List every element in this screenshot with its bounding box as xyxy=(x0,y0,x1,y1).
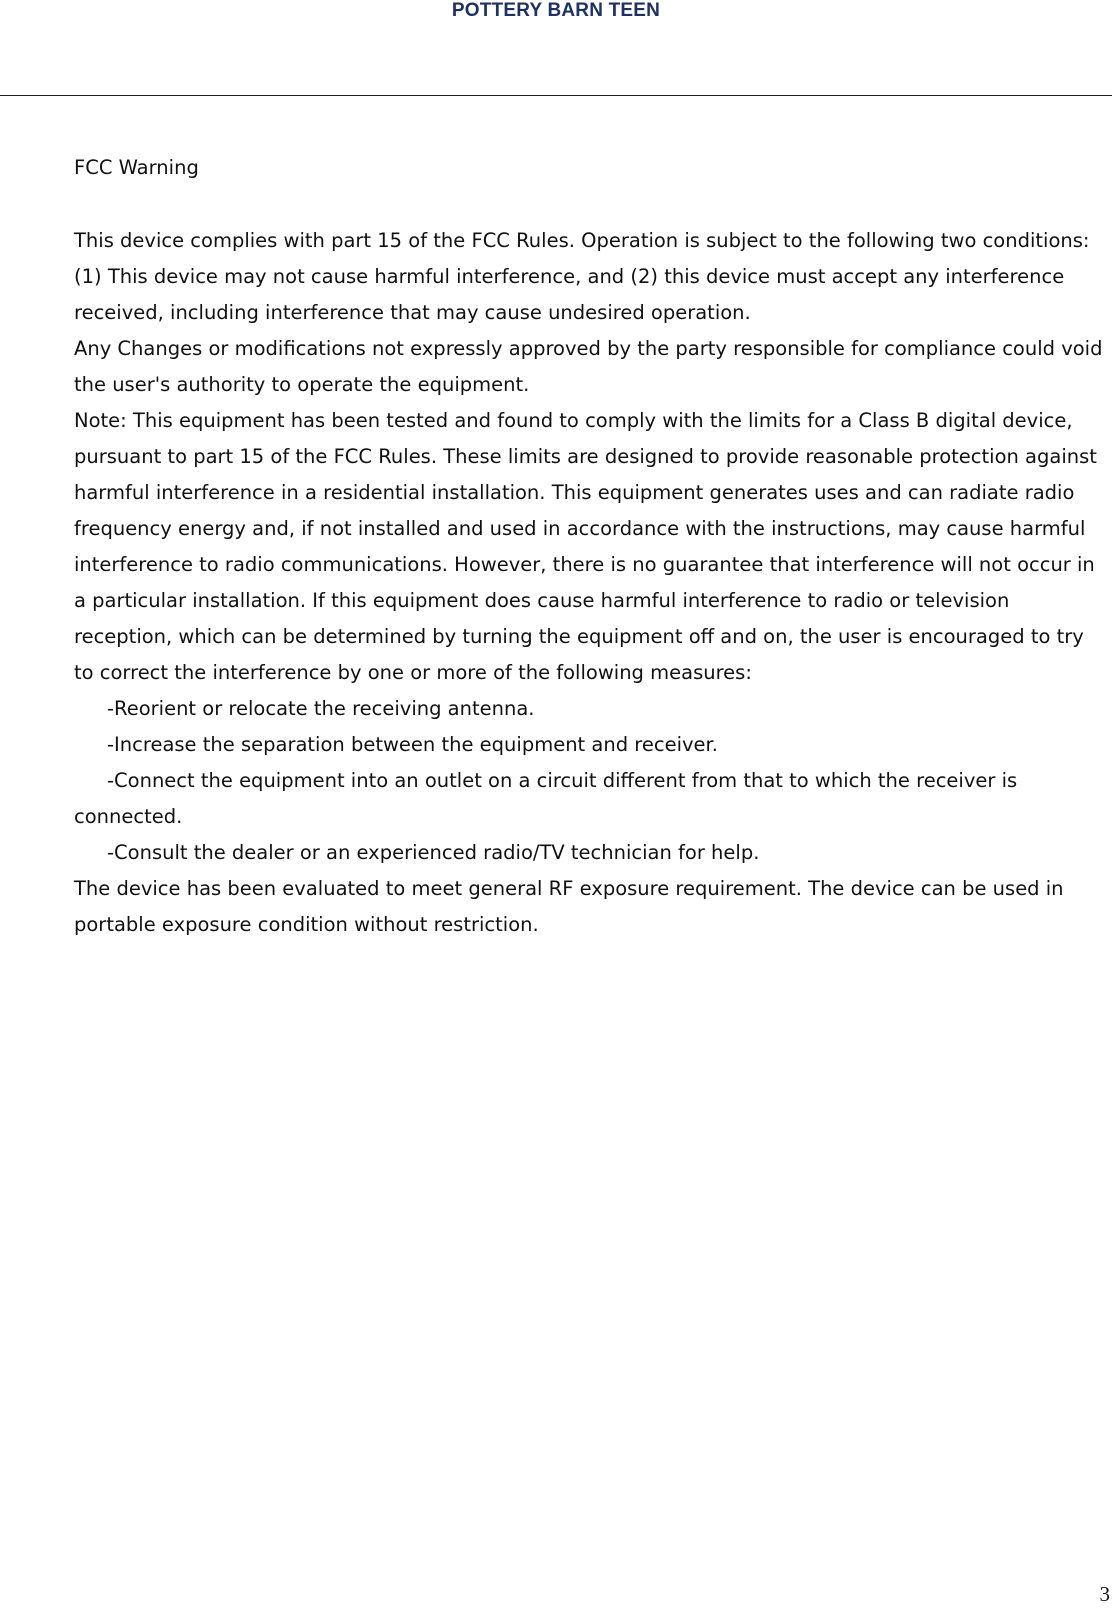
paragraph-rf-exposure: The device has been evaluated to meet general RF exposure requirement. The device can be used in portable exposure condition without restriction. xyxy=(74,877,1070,936)
paragraph-modifications: Any Changes or modifications not expressly approved by the party responsible for compliance could void the user's authority to operate the equipment. xyxy=(74,337,1109,396)
measure-item: -Consult the dealer or an experienced radio/TV technician for help. xyxy=(107,841,760,864)
header-brand: POTTERY BARN TEEN xyxy=(451,0,661,21)
paragraph-compliance: This device complies with part 15 of the FCC Rules. Operation is subject to the following two conditions: (1) This device may not cause harmful interference, and (2) this device must accept any interference received, including interference that may cause undesired operation. xyxy=(74,229,1096,324)
page-number: 3 xyxy=(1099,1582,1110,1606)
measure-item: -Connect the equipment into an outlet on a circuit different from that to which the receiver is connected. xyxy=(74,769,1018,828)
document-body xyxy=(74,150,1109,943)
header-divider xyxy=(0,95,1112,96)
document-title: FCC Warning xyxy=(74,156,199,179)
paragraph-note: Note: This equipment has been tested and found to comply with the limits for a Class B digital device, pursuant to part 15 of the FCC Rules. These limits are designed to provide reasonable protection against harmful interference in a residential installation. This equipment generates uses and can radiate radio frequency energy and, if not installed and used in accordance with the instructions, may cause harmful interference to radio communications. However, there is no guarantee that interference will not occur in a particular installation. If this equipment does cause harmful interference to radio or television reception, which can be determined by turning the equipment off and on, the user is encouraged to try to correct the interference by one or more of the following measures: xyxy=(74,409,1104,684)
measure-item: -Reorient or relocate the receiving antenna. xyxy=(107,697,535,720)
measure-item: -Increase the separation between the equipment and receiver. xyxy=(107,733,718,756)
